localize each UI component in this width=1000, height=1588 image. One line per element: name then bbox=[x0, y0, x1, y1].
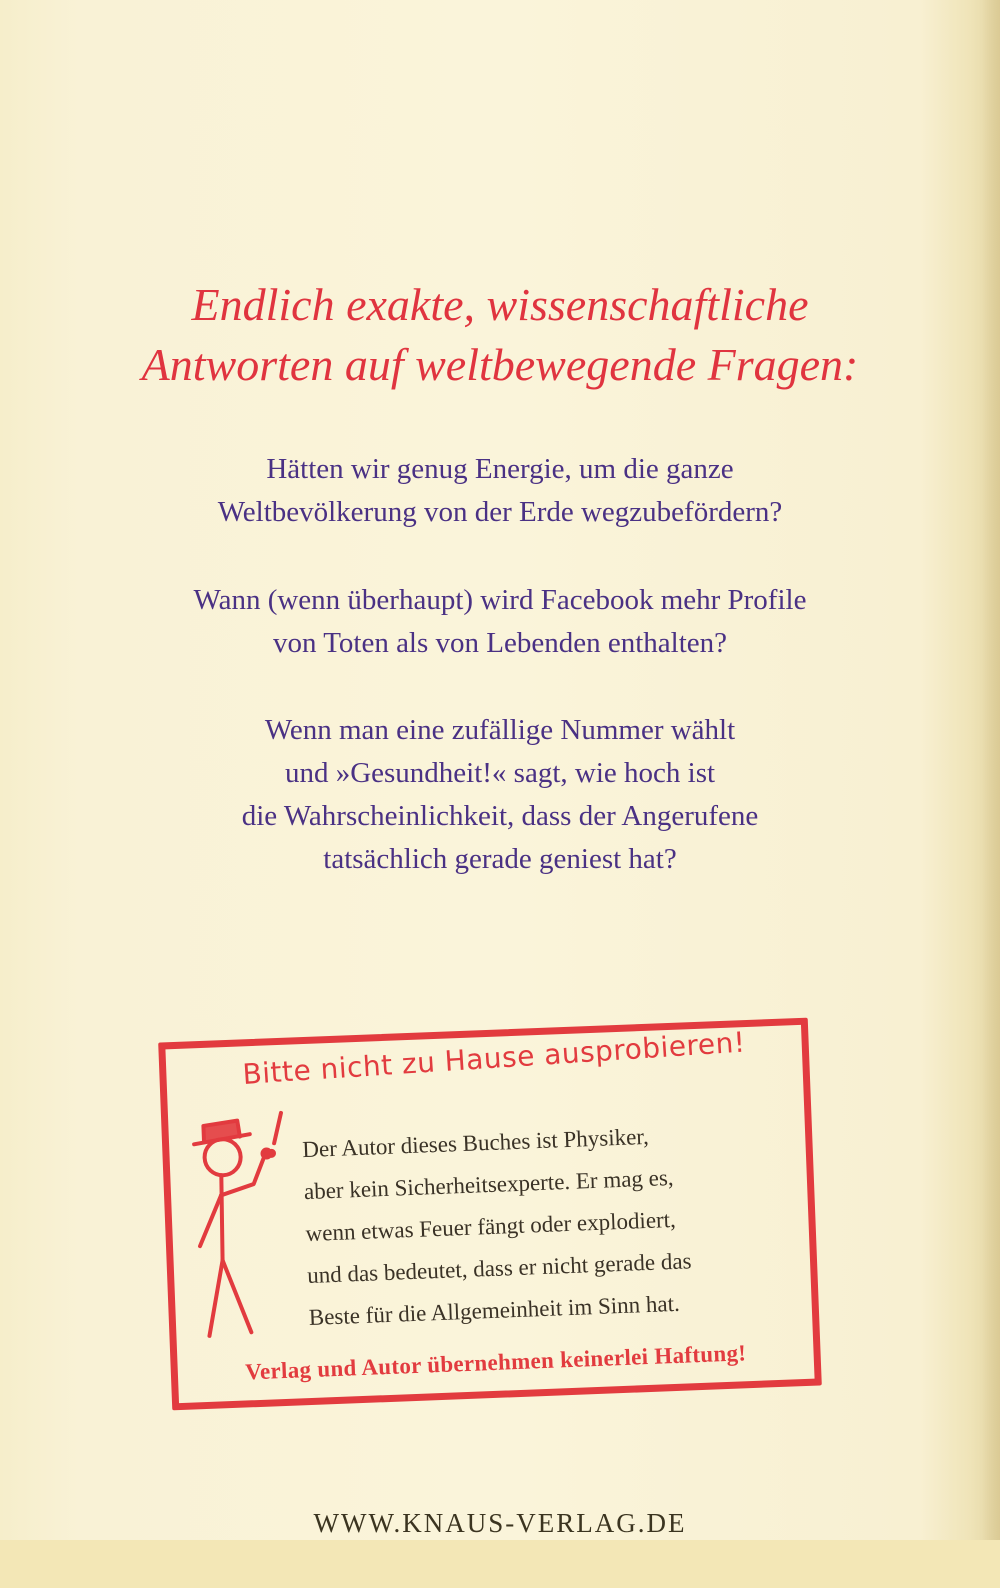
headline-line-1: Endlich exakte, wissenschaftliche bbox=[191, 279, 809, 330]
stamp-body-line: und das bedeutet, dass er nicht gerade das bbox=[306, 1248, 692, 1289]
question-line: tatsächlich gerade geniest hat? bbox=[323, 843, 677, 875]
question-2 bbox=[0, 579, 1000, 665]
publisher-website: WWW.KNAUS-VERLAG.DE bbox=[313, 1508, 687, 1538]
stamp-body-line: Beste für die Allgemeinheit im Sinn hat. bbox=[308, 1290, 681, 1331]
question-line: Wann (wenn überhaupt) wird Facebook mehr Profile bbox=[193, 584, 807, 616]
bottom-band bbox=[0, 1540, 1000, 1588]
headline bbox=[0, 275, 1000, 395]
stamp-title: Bitte nicht zu Hause ausprobieren! bbox=[241, 1025, 747, 1091]
question-line: Weltbevölkerung von der Erde wegzubefördern? bbox=[217, 496, 783, 528]
question-line: und »Gesundheit!« sagt, wie hoch ist bbox=[284, 757, 716, 789]
question-3 bbox=[0, 709, 1000, 881]
stick-figure-with-hat-icon bbox=[180, 1092, 310, 1346]
question-1 bbox=[0, 448, 1000, 534]
stamp-body-line: wenn etwas Feuer fängt oder explodiert, bbox=[305, 1206, 677, 1247]
headline-line-2: Antworten auf weltbewegende Fragen: bbox=[141, 339, 859, 390]
stamp-body-line: Der Autor dieses Buches ist Physiker, bbox=[301, 1123, 650, 1163]
stamp-footer: Verlag und Autor übernehmen keinerlei Haftung! bbox=[244, 1340, 747, 1385]
question-line: die Wahrscheinlichkeit, dass der Angerufene bbox=[241, 800, 759, 832]
question-line: Wenn man eine zufällige Nummer wählt bbox=[264, 714, 736, 746]
question-line: von Toten als von Lebenden enthalten? bbox=[272, 627, 728, 659]
question-line: Hätten wir genug Energie, um die ganze bbox=[266, 453, 734, 485]
stamp-body-line: aber kein Sicherheitsexperte. Er mag es, bbox=[303, 1164, 674, 1205]
warning-stamp bbox=[158, 1018, 822, 1411]
stamp-body bbox=[302, 1110, 810, 1339]
